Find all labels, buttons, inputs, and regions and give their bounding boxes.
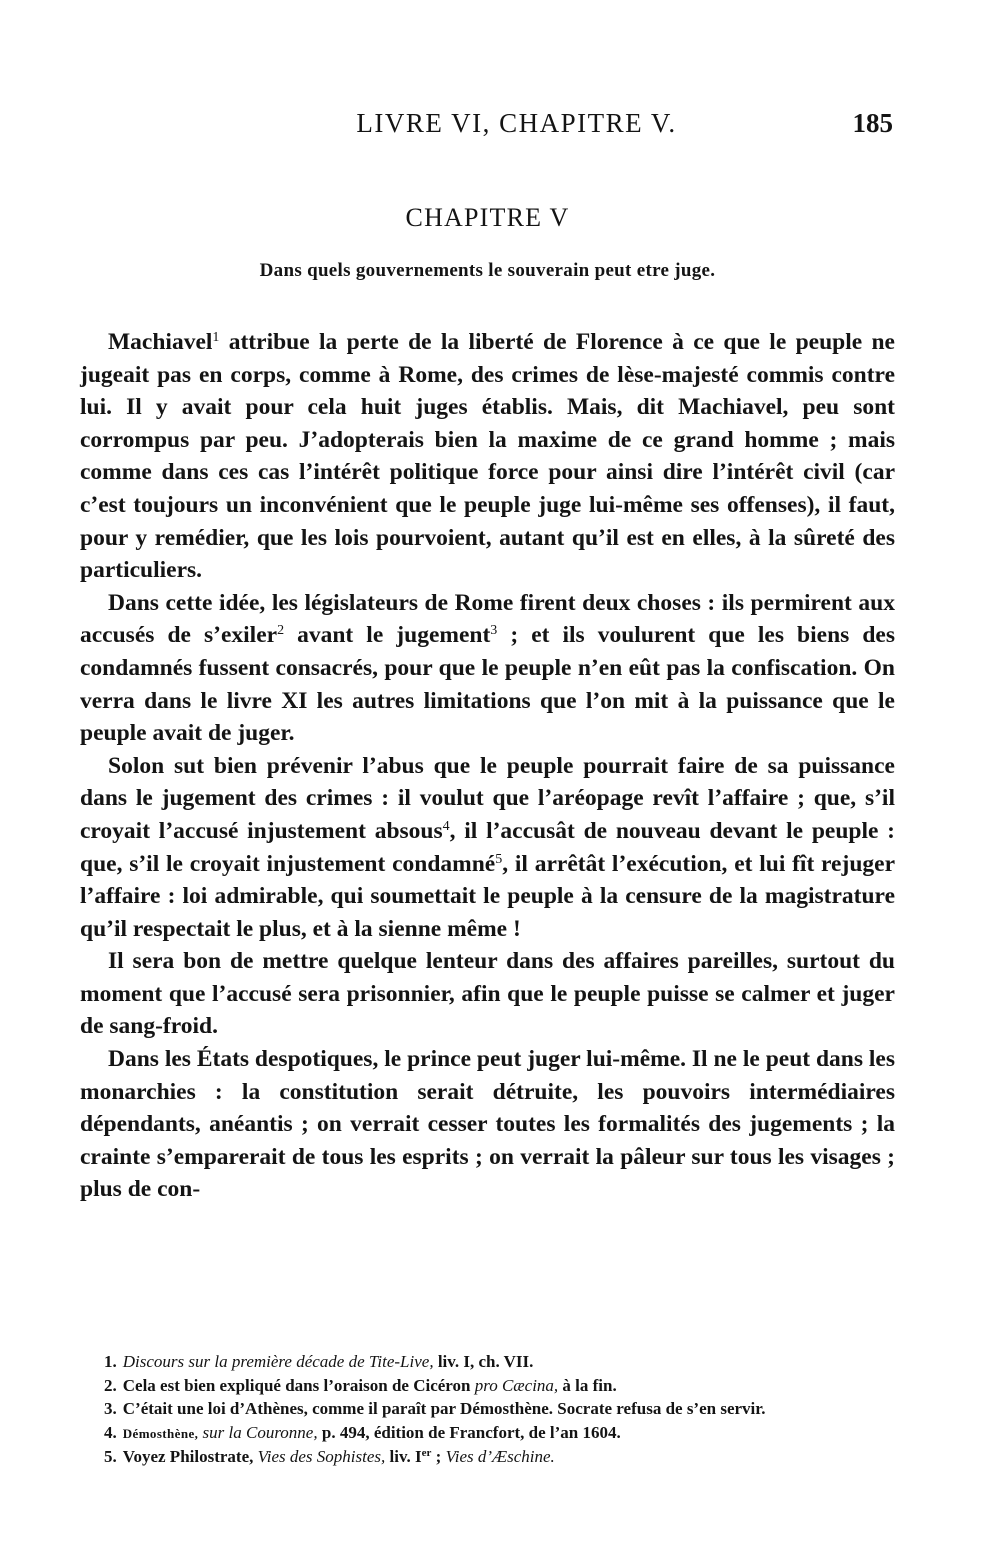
footnote-title: sur la Couronne, — [198, 1422, 318, 1442]
footnote-ref-1: 1 — [212, 330, 220, 345]
paragraph-2 — [80, 587, 895, 750]
page-number: 185 — [852, 108, 893, 138]
footnote-number: 4. — [104, 1422, 117, 1442]
footnote-title: pro Cæcina, — [474, 1375, 559, 1395]
paragraph-2-text-c: ; et ils voulurent que les biens des condamnés fussent consacrés, pour que le peuple n’en eût pas la confiscation. On verra dans le livre XI les autres limitations que l’on mit à la puissance que le peuple avait de juger. — [80, 622, 895, 747]
paragraph-1-text-b: attribue la perte de la liberté de Florence à ce que le peuple ne jugeait pas en corps, comme à Rome, des crimes de lèse-majesté commis contre lui. Il y avait pour cela huit juges établis. Mais, dit Machiavel, peu sont corrompus par peu. J’adopterais bien la maxime de ce grand homme ; mais comme dans ces cas l’intérêt politique force pour ainsi dire l’intérêt civil (car c’est toujours un inconvénient que le peuple juge lui-même ses offenses), il faut, pour y remédier, que les lois pourvoient, autant qu’il est en elles, à la sûreté des particuliers. — [80, 329, 895, 584]
footnote-number: 1. — [104, 1352, 117, 1371]
footnote-text: Cela est bien expliqué dans l’oraison de Cicéron — [122, 1375, 475, 1395]
paragraph-1 — [80, 326, 895, 587]
footnote-title: Vies des Sophistes, — [257, 1447, 386, 1467]
footnote-number: 3. — [104, 1399, 117, 1419]
footnote-text: à la fin. — [558, 1375, 617, 1395]
chapter-subtitle: Dans quels gouvernements le souverain peut etre juge. — [259, 260, 716, 281]
footnote-ref-5: 5 — [495, 851, 503, 867]
footnote-author: Démosthène, — [122, 1425, 199, 1441]
footnote-2 — [80, 1374, 895, 1398]
body-text — [80, 326, 895, 1206]
paragraph-1-text-a: Machiavel — [108, 329, 213, 355]
paragraph-2-text-b: avant le jugement — [284, 622, 491, 649]
footnote-title: Discours sur la première décade de Tite-Live, — [122, 1352, 434, 1371]
paragraph-5: Dans les États despotiques, le prince peut juger lui-même. Il ne le peut dans les monarchies : la constitution serait détruite, les pouvoirs intermédiaires dépendants, anéantis ; on verrait cesser toutes les formalités des jugements ; la crainte s’emparerait de tous les esprits ; on verrait la pâleur sur tous les visages ; plus de con- — [80, 1046, 895, 1203]
footnote-ref-4: 4 — [442, 818, 450, 834]
paragraph-4: Il sera bon de mettre quelque lenteur dans des affaires pareilles, surtout du moment que l’accusé sera prisonnier, afin que le peuple puisse se calmer et juger de sang-froid. — [80, 948, 895, 1040]
footnotes — [80, 1350, 895, 1469]
footnote-number: 2. — [104, 1375, 117, 1395]
footnote-text: p. 494, édition de Francfort, de l’an 1604. — [317, 1422, 621, 1442]
paragraph-3-text-a: Solon sut bien prévenir l’abus que le peuple pourrait faire de sa puissance dans le jugement des crimes : il voulut que l’aréopage revît l’affaire ; que, s’il croyait l’accusé injustement absous — [80, 752, 895, 844]
chapter-title: CHAPITRE V — [405, 203, 570, 232]
running-header — [80, 108, 895, 148]
footnote-text: ; — [431, 1447, 446, 1467]
footnote-1 — [80, 1350, 895, 1374]
footnote-ref-3: 3 — [490, 623, 498, 639]
footnote-number: 5. — [104, 1447, 117, 1467]
paragraph-2-text-a: Dans cette idée, les législateurs de Rome firent deux choses : ils permirent aux accusés de s’exiler — [80, 589, 895, 649]
footnote-3 — [80, 1397, 895, 1421]
paragraph-3-text-c: , il arrêtât l’exécution, et lui fît rejuger l’affaire : loi admirable, qui soumettait le peuple à la censure de la magistrature qu’il respectait le plus, et à la sienne même ! — [80, 850, 895, 942]
footnote-text: Voyez Philostrate, — [122, 1447, 258, 1467]
footnote-superscript: er — [421, 1447, 432, 1460]
paragraph-3 — [80, 750, 895, 946]
footnote-5 — [80, 1445, 895, 1469]
footnote-text: liv. I, ch. VII. — [433, 1352, 534, 1371]
footnote-ref-2: 2 — [277, 623, 285, 639]
paragraph-3-text-b: , il l’accusât de nouveau devant le peuple : que, s’il le croyait injustement condamné — [80, 817, 895, 877]
running-title: LIVRE VI, CHAPITRE V. — [356, 108, 677, 138]
footnote-text: liv. I — [385, 1447, 422, 1467]
footnote-title: Vies d’Æschine. — [445, 1447, 555, 1467]
footnote-text: C’était une loi d’Athènes, comme il paraît par Démosthène. Socrate refusa de s’en servir. — [122, 1399, 766, 1419]
footnote-4 — [80, 1421, 895, 1446]
